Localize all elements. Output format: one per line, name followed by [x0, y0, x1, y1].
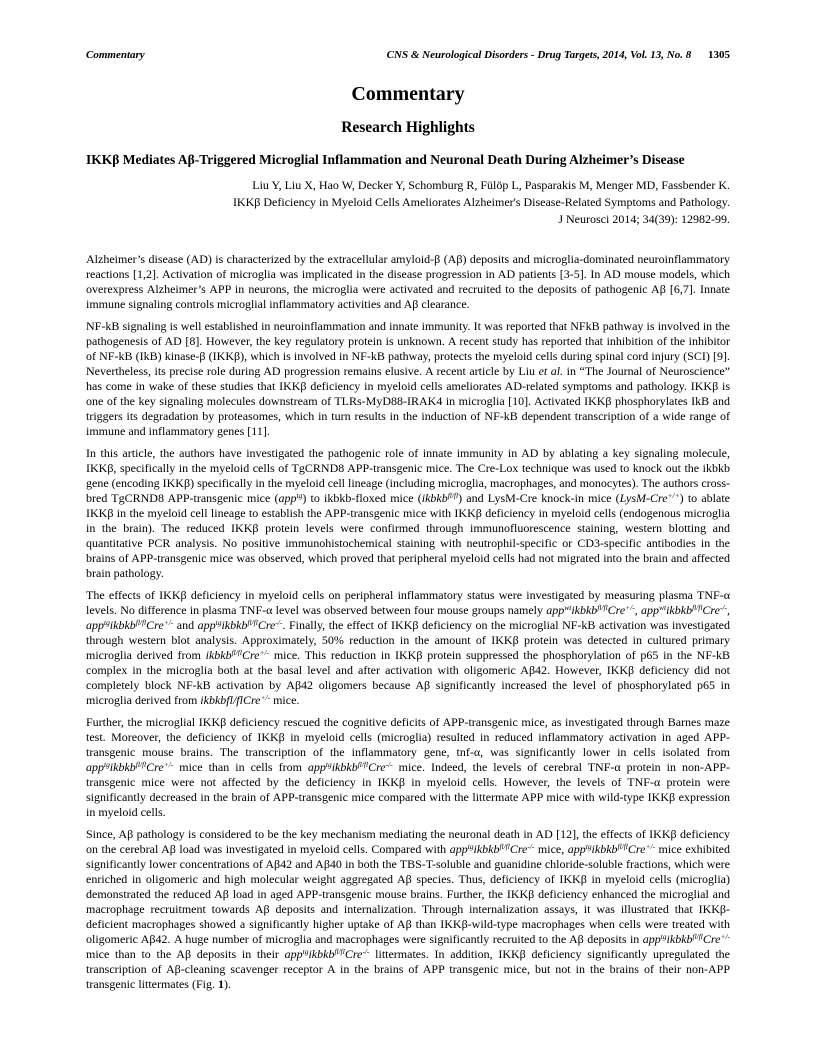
running-head: [86, 48, 730, 62]
paragraph-1: Alzheimer’s disease (AD) is characterized by the extracellular amyloid-β (Aβ) deposits and microglia-dominated neuroinflammatory reactions [1,2]. Activation of microglia was implicated in the disease progression in AD patients [3-5]. In AD mouse models, which overexpress Alzheimer’s APP in neurons, the microglia were activated and recruited to the deposits of pathogenic Aβ [6,7]. Innate immune signaling controls microglial inflammatory activities and Aβ clearance.: [86, 251, 730, 311]
running-head-section: Commentary: [86, 49, 145, 61]
paragraph-2: NF-kB signaling is well established in neuroinflammation and innate immunity. It was reported that NFkB pathway is involved in the pathogenesis of AD [8]. However, the key regulatory protein is unknown. A recent study has reported that inhibition of the inhibitor of NF-kB (IkB) kinase-β (IKKβ), which is involved in NF-kB pathway, protects the myeloid cells during spinal cord injury (SCI) [9]. Nevertheless, its precise role during AD progression remains elusive. A recent article by Liu et al. in “The Journal of Neuroscience” has come in wake of these studies that IKKβ deficiency in myeloid cells ameliorates AD-related symptoms and pathology. IKKβ is one of the key signaling molecules downstream of TLRs-MyD88-IRAK4 in microglia [10]. Activated IKKβ phosphorylates IkB and triggers its degradation by proteasomes, which in turn results in the induction of NF-kB dependent transcription of a wide range of immune and inflammatory genes [11].: [86, 318, 731, 438]
citation-authors: Liu Y, Liu X, Hao W, Decker Y, Schomburg R, Fülöp L, Pasparakis M, Menger MD, Fassbender K.: [252, 177, 730, 192]
citation-journal-ref: J Neurosci 2014; 34(39): 12982-99.: [558, 211, 730, 226]
citation-article-title: IKKβ Deficiency in Myeloid Cells Ameliorates Alzheimer's Disease-Related Symptoms and Pathology.: [232, 194, 730, 209]
paragraph-5: Further, the microglial IKKβ deficiency rescued the cognitive deficits of APP-transgenic mice, as investigated through Barnes maze test. Moreover, the deficiency of IKKβ in myeloid cells (microglia) resulted in reduced inflammatory activation in aged APP-transgenic mouse brains. The transcription of the inflammatory gene, tnf-α, was significantly lower in cells isolated from app$^{tg}$ikbkb$^{fl/fl}$Cre+/- mice than in cells from app$^{tg}$ikbkb$^{fl/fl}$Cre-/- mice. Indeed, the levels of cerebral TNF-α protein in non-APP-transgenic mice were not affected by the deficiency in IKKβ in myeloid cells. However, the levels of TNF-α protein were significantly decreased in the brain of APP-transgenic mice compared with the littermate APP mice with wild-type IKKβ expression in myeloid cells.: [86, 714, 730, 819]
paragraph-4: The effects of IKKβ deficiency in myeloid cells on peripheral inflammatory status were investigated by measuring plasma TNF-α levels. No difference in plasma TNF-α level was observed between four mouse groups namely app$^{wt}$ikbkb$^{fl/fl}$Cre+/-, app$^{wt}$ikbkb$^{fl/fl}$Cre-/-, app$^{tg}$ikbkb$^{fl/fl}$Cre+/- and app$^{tg}$ikbkb$^{fl/fl}$Cre-/-. Finally, the effect of IKKβ deficiency on the microglial NF-kB activation was investigated through western blot analysis. Approximately, 50% reduction in the amount of IKKβ protein was detected in cultured primary microglia derived from ikbkb$^{fl/fl}$Cre+/- mice. This reduction in IKKβ protein suppressed the phosphorylation of p65 in the NF-kB complex in the microglia both at the basal level and after activation with oligomeric Aβ42. However, IKKβ deficiency did not completely block NF-kB activation by Aβ42 oligomers because Aβ significantly increased the level of phosphorylated p65 in microglia derived from ikbkbfl/flCre+/- mice.: [86, 587, 731, 707]
article-title: IKKβ Mediates Aβ-Triggered Microglial Inflammation and Neuronal Death During Alzheimer’s Disease: [86, 152, 685, 167]
section-heading: Commentary: [351, 83, 465, 105]
page-number: 1305: [708, 49, 730, 61]
running-head-journal: CNS & Neurological Disorders - Drug Targets, 2014, Vol. 13, No. 8: [386, 49, 692, 61]
paragraph-3: In this article, the authors have investigated the pathogenic role of innate immunity in AD by ablating a key signaling molecule, IKKβ, specifically in the myeloid cells of TgCRND8 APP-transgenic mice. The Cre-Lox technique was used to knock out the ikbkb gene (encoding IKKβ) specifically in the myeloid cell lineage (including microglia, macrophages, and monocytes). The authors cross-bred TgCRND8 APP-transgenic mice (app$^{tg}$) to ikbkb-floxed mice (ikbkb$^{fl/fl}$) and LysM-Cre knock-in mice (LysM-Cre+/+) to ablate IKKβ in the myeloid cell lineage to establish the APP-transgenic mice with IKKβ deficiency in myeloid cells (endogenous microglia in the brain). The reduced IKKβ protein levels were confirmed through immunofluorescence staining, western blotting and quantitative PCR analysis. No positive immunohistochemical staining with neutrophil-specific or CD3-specific antibodies in the brains of APP-transgenic mice was observed, which proved that peripheral myeloid cells had not migrated into the brain and affected brain pathology.: [86, 445, 731, 580]
subsection-heading: Research Highlights: [341, 119, 475, 136]
running-head-right: [387, 48, 730, 62]
article-body: [86, 252, 730, 992]
citation-block: [86, 177, 730, 228]
paragraph-6: Since, Aβ pathology is considered to be the key mechanism mediating the neuronal death in AD [12], the effects of IKKβ deficiency on the cerebral Aβ load was investigated in myeloid cells. Compared with app$^{tg}$ikbkb$^{fl/fl}$Cre-/- mice, app$^{tg}$ikbkb$^{fl/fl}$Cre+/- mice exhibited significantly lower concentrations of Aβ42 and Aβ40 in both the TBS-T-soluble and guanidine chloride-soluble fractions, which were enriched in oligomeric and high molecular weight aggregated Aβ species. Thus, deficiency of IKKβ in myeloid cells (microglia) demonstrated the reduced Aβ load in aged APP-transgenic mouse brains. Further, the IKKβ deficiency enhanced the microglial and macrophage recruitment towards Aβ deposits and internalization. Through internalization assays, it was illustrated that IKKβ-deficient macrophages showed a significantly higher uptake of Aβ than IKKβ-wild-type macrophages when cells were treated with oligomeric Aβ42. A huge number of microglia and macrophages were significantly recruited to the Aβ deposits in app$^{tg}$ikbkb$^{fl/fl}$Cre+/- mice than to the Aβ deposits in their app$^{tg}$ikbkb$^{fl/fl}$Cre-/- littermates. In addition, IKKβ deficiency significantly upregulated the transcription of Aβ-cleaning scavenger receptor A in the brains of APP transgenic mice, but not in the brains of their non-APP transgenic littermates (Fig. 1).: [86, 826, 730, 991]
